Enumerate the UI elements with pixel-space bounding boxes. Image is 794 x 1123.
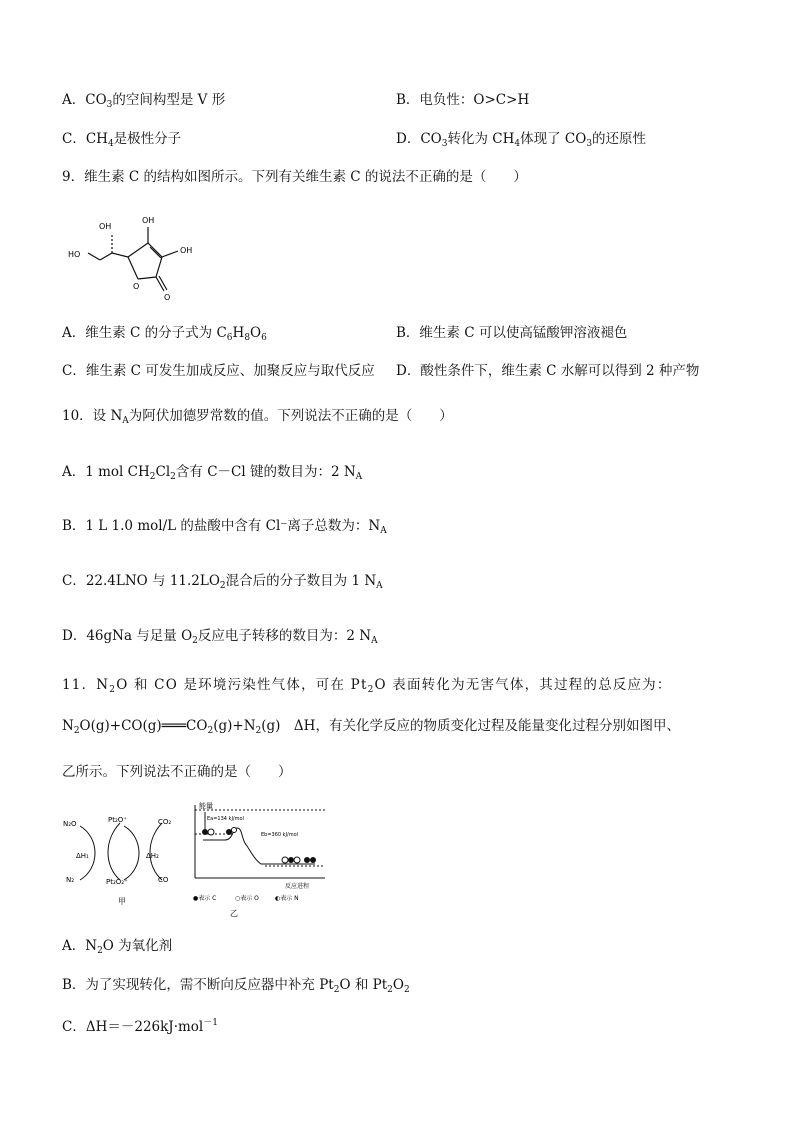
q8-option-a: A．$CO_3$的空间构型是 V 形	[62, 92, 226, 110]
carbonyl-o-label: O	[164, 293, 171, 302]
figure-jia-cycle	[60, 808, 185, 908]
figure-yi-energy	[185, 800, 335, 920]
dh1-label: ΔH₁	[76, 852, 89, 860]
ho-label-left: HO	[68, 250, 81, 259]
q10-option-d: D．46gNa 与足量 $O_2$反应电子转移的数目为：2 $N_A$	[62, 628, 378, 646]
q11-stem-line1: 11．$N_2O$ 和 CO 是环境污染性气体，可在 $Pt_2O$ 表面转化为无害气体，其过程的总反应为：	[62, 677, 672, 695]
figure-yi-caption: 乙	[230, 909, 238, 918]
q9-stem: 9．维生素 C 的结构如图所示。下列有关维生素 C 的说法不正确的是（ ）	[62, 169, 527, 185]
q9-option-a: A．维生素 C 的分子式为 $C_6H_8O_6$	[62, 325, 267, 343]
n2-label: N₂	[66, 876, 75, 884]
legend-c: ●表示 C	[193, 895, 217, 902]
q11-option-a: A．$N_2O$ 为氧化剂	[62, 938, 173, 956]
oh-label-top-left: OH	[99, 222, 112, 231]
energy-axis-label: 能量	[199, 802, 213, 810]
q11-option-b: B．为了实现转化，需不断向反应器中补充 $Pt_2O$ 和 $Pt_2O_2$	[62, 977, 410, 995]
q10-option-c: C．22.4LNO 与 $11.2LO_2$混合后的分子数目为 1 $N_A$	[62, 573, 383, 591]
ring-o-label: O	[133, 282, 140, 291]
ea2-label: Eb=360 kJ/mol	[261, 832, 299, 838]
q10-stem: 10．设 $N_A$为阿伏加德罗常数的值。下列说法不正确的是（ ）	[62, 408, 453, 426]
q9-option-b: B．维生素 C 可以使高锰酸钾溶液褪色	[396, 325, 628, 341]
dh2-label: ΔH₂	[146, 852, 159, 860]
legend-n: ◐表示 N	[275, 895, 299, 902]
pt2o-plus-label: Pt₂O⁺	[108, 816, 127, 824]
q11-stem-line3: 乙所示。下列说法不正确的是（ ）	[62, 764, 292, 780]
reaction-progress-label: 反应进程	[285, 883, 310, 890]
figure-jia-caption: 甲	[118, 897, 126, 906]
n2o-label: N₂O	[63, 820, 77, 828]
q8-option-c: C．$CH_4$是极性分子	[62, 131, 182, 149]
q10-option-b: B．1 L 1.0 mol/L 的盐酸中含有 Cl⁻离子总数为：$N_A$	[62, 518, 387, 536]
q11-equation-line: $N_2O(g)+CO(g)═══CO_2(g)+N_2(g)$ ΔH，有关化学反应的物质变化过程及能量变化过程分别如图甲、	[62, 718, 680, 736]
q8-option-d: D．$CO_3$转化为 $CH_4$体现了 $CO_3$的还原性	[396, 131, 647, 149]
legend-o: ○表示 O	[235, 895, 259, 902]
oh-label-top: OH	[142, 216, 155, 225]
oh-label-right: OH	[180, 246, 193, 255]
co-label: CO	[158, 876, 169, 884]
q9-option-c: C．维生素 C 可发生加成反应、加聚反应与取代反应	[62, 363, 375, 379]
q11-option-c: C．ΔH＝－226kJ·mol$^{-1}$	[62, 1018, 218, 1035]
vitamin-c-structure	[60, 205, 200, 305]
q9-option-d: D．酸性条件下，维生素 C 水解可以得到 2 种产物	[396, 363, 700, 379]
q8-option-b: B．电负性：O>C>H	[396, 92, 530, 108]
ea1-label: Ea=134 kJ/mol	[207, 816, 244, 822]
q10-option-a: A．1 mol $CH_2Cl_2$含有 C－Cl 键的数目为：2 $N_A$	[62, 464, 363, 482]
pt2o2-plus-label: Pt₂O₂⁺	[106, 878, 128, 886]
co2-label: CO₂	[158, 818, 172, 826]
